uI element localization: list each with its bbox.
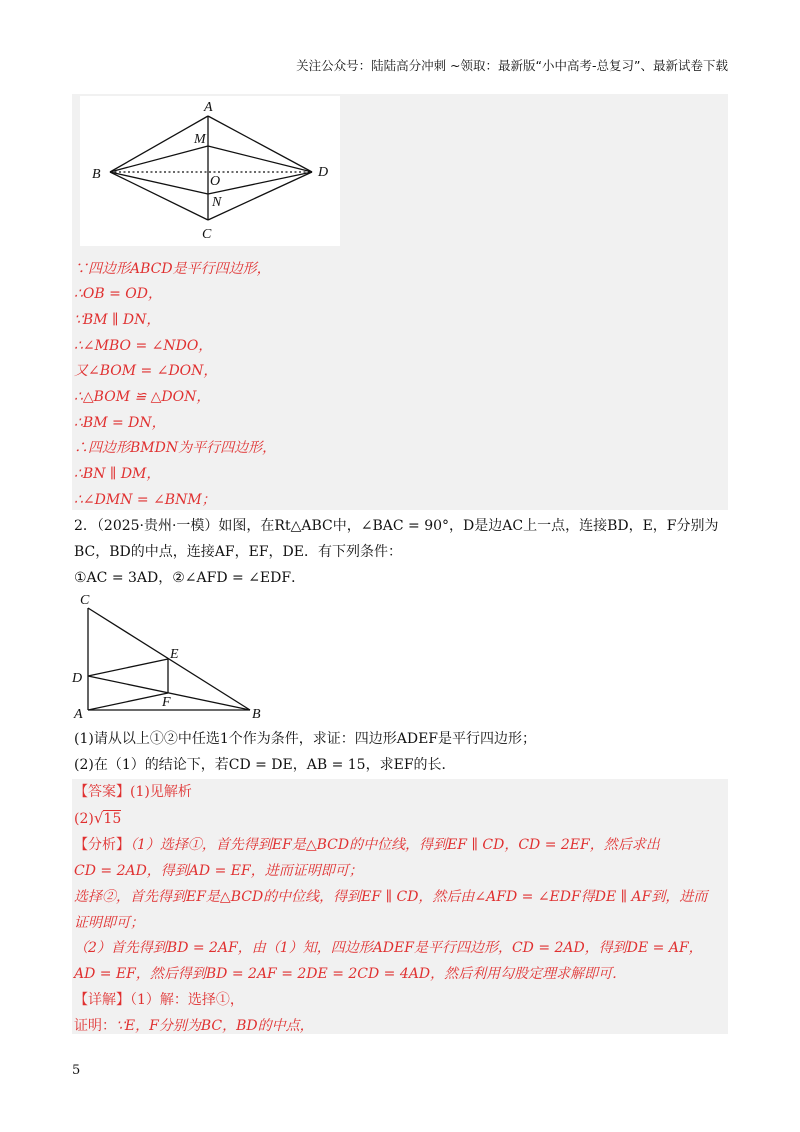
detail-text-2: ∵E，F分别为BC，BD的中点， [116,1018,314,1034]
label-D: D [318,165,329,180]
label-C: C [202,227,212,242]
analysis-line5: （2）首先得到BD = 2AF，由（1）知，四边形ADEF是平行四边形，CD = 2AD，得到DE = AF， [74,940,703,956]
proof-line-6: ∴△BOM ≌ △DON， [74,389,211,405]
page-number: 5 [72,1063,81,1078]
analysis-line4: 证明即可； [74,915,144,931]
analysis-tag: 【分析】 [74,837,130,853]
problem2-question1: (1)请从以上①②中任选1个作为条件，求证：四边形ADEF是平行四边形； [74,731,537,747]
answer-part2-value: 15 [103,811,122,827]
label-F2: F [162,695,171,710]
problem2-line1: 2．（2025·贵州·一模）如图，在Rt△ABC中，∠BAC = 90°，D是边AC上一点，连接BD，E，F分别为 [74,518,719,534]
figure-parallelogram [80,96,340,246]
problem2-question2: (2)在（1）的结论下，若CD = DE，AB = 15，求EF的长． [74,757,456,773]
detail-line1 [74,990,244,1010]
answer-line2 [74,808,121,829]
label-E2: E [170,647,179,662]
analysis-line3: 选择②，首先得到EF是△BCD的中位线，得到EF ∥ CD，然后由∠AFD = ∠EDF得DE ∥ AF到，进而 [74,889,708,905]
proof-line-10: ∴∠DMN = ∠BNM； [74,492,216,508]
figure-right-triangle [70,592,270,724]
analysis-line2: CD = 2AD，得到AD = EF，进而证明即可； [74,863,363,879]
analysis-text-1: （1）选择①，首先得到EF是△BCD的中位线，得到EF ∥ CD，CD = 2EF，然后求出 [130,837,660,853]
proof-line-1: ∵四边形ABCD是平行四边形， [74,261,271,277]
answer-tag: 【答案】 [74,784,130,800]
problem2-line3: ①AC = 3AD，②∠AFD = ∠EDF． [74,570,306,586]
analysis-line6: AD = EF，然后得到BD = 2AF = 2DE = 2CD = 4AD，然后利用勾股定理求解即可． [74,966,627,982]
label-D2: D [72,671,83,686]
proof-line-8: ∴四边形BMDN为平行四边形， [74,440,277,456]
problem2-line2: BC，BD的中点，连接AF，EF，DE．有下列条件： [74,544,402,560]
label-C2: C [80,593,90,608]
label-O: O [210,174,221,189]
page-header: 关注公众号：陆陆高分冲刺 ~领取：最新版“小中高考-总复习”、最新试卷下载 [296,58,728,73]
detail-text-1: （1）解：选择①， [130,992,244,1008]
label-B: B [92,167,101,182]
label-B2: B [252,707,261,722]
label-N: N [212,195,222,210]
detail-tag: 【详解】 [74,992,130,1008]
sqrt-sign: √ [93,809,104,827]
detail-prefix: 证明： [74,1018,116,1034]
label-A2: A [74,707,83,722]
label-M: M [194,132,206,147]
analysis-line1 [74,835,660,855]
proof-line-9: ∴BN ∥ DM， [74,466,161,482]
answer-line1 [74,782,192,802]
proof-line-4: ∴∠MBO = ∠NDO， [74,338,213,354]
label-A: A [204,100,213,115]
detail-line2 [74,1016,314,1036]
proof-line-3: ∵BM ∥ DN， [74,312,161,328]
proof-line-7: ∴BM = DN， [74,415,166,431]
proof-line-5: 又∠BOM = ∠DON， [74,363,218,379]
answer-part2-prefix: (2) [74,811,94,827]
answer-part1: (1)见解析 [130,784,192,800]
proof-line-2: ∴OB = OD， [74,286,163,302]
